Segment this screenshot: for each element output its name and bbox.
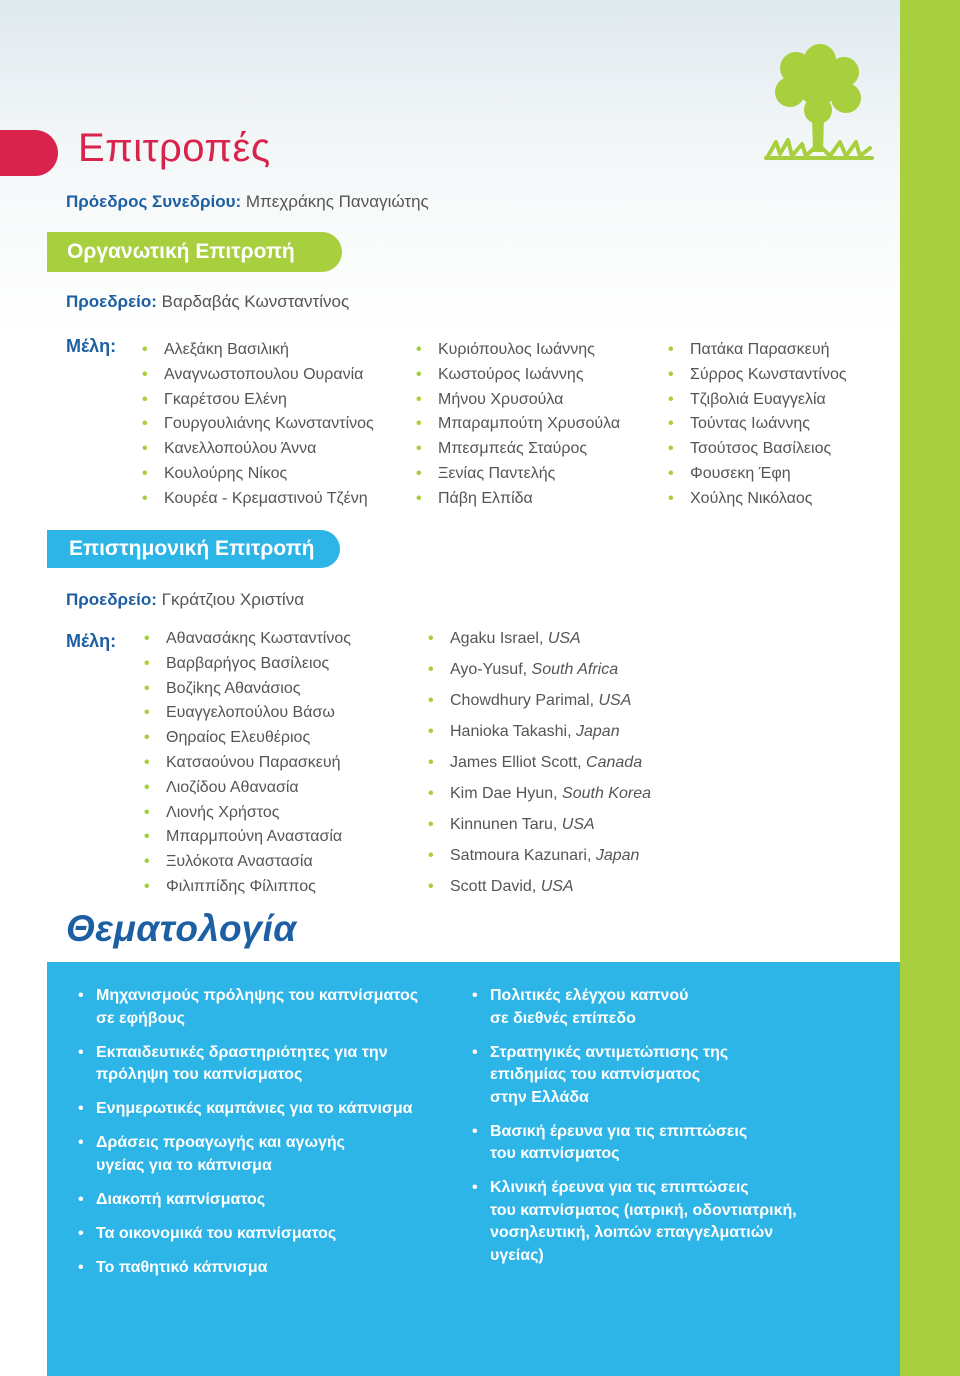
scientific-members-international xyxy=(428,623,651,902)
list-item: • Στρατηγικές αντιμετώπισης της επιδημίας του καπνίσματος στην Ελλάδα xyxy=(472,1042,797,1110)
themes-left-list xyxy=(78,985,418,1291)
organizing-presidium-label: Προεδρείο: xyxy=(66,292,157,311)
list-item: • Τούντας Ιωάννης xyxy=(668,412,847,437)
list-item: • Αλεξάκη Βασιλική xyxy=(142,338,374,363)
list-item: • Αθανασάκης Κωσταντίνος xyxy=(144,627,351,652)
list-item: • Μπεσμπεάς Σταύρος xyxy=(416,437,620,462)
list-item: • Scott David, USA xyxy=(428,871,651,902)
conference-president-label: Πρόεδρος Συνεδρίου: xyxy=(66,192,242,211)
list-item: • Κουλούρης Νίκος xyxy=(142,462,374,487)
list-item: • Κουρέα - Κρεμαστινού Τζένη xyxy=(142,487,374,512)
list-item: • Μήνου Χρυσούλα xyxy=(416,388,620,413)
list-item: • Ξυλόκοτα Αναστασία xyxy=(144,850,351,875)
list-item: • James Elliot Scott, Canada xyxy=(428,747,651,778)
list-item: • Πατάκα Παρασκευή xyxy=(668,338,847,363)
organizing-members-col2 xyxy=(416,338,620,512)
title-tab xyxy=(0,130,58,176)
list-item: • Μηχανισμούς πρόληψης του καπνίσματος σε εφήβους xyxy=(78,985,418,1030)
list-item: • Πάβη Ελπίδα xyxy=(416,487,620,512)
list-item: • Διακοπή καπνίσματος xyxy=(78,1189,418,1212)
list-item: • Σύρρος Κωνσταντίνος xyxy=(668,363,847,388)
list-item: • Εκπαιδευτικές δραστηριότητες για την πρόληψη του καπνίσματος xyxy=(78,1042,418,1087)
scientific-members-label: Μέλη: xyxy=(66,631,117,651)
list-item: • Βασική έρευνα για τις επιπτώσεις του καπνίσματος xyxy=(472,1121,797,1166)
scientific-presidium-name: Γκράτζιου Χριστίνα xyxy=(161,590,305,609)
list-item: • Γκαρέτσου Ελένη xyxy=(142,388,374,413)
scientific-committee-heading: Επιστημονική Επιτροπή xyxy=(47,530,340,568)
list-item: • Φιλιππίδης Φίλιππος xyxy=(144,875,351,900)
list-item: • Ayo-Yusuf, South Africa xyxy=(428,654,651,685)
list-item: • Κωστούρος Ιωάννης xyxy=(416,363,620,388)
list-item: • Τζιβολιά Ευαγγελία xyxy=(668,388,847,413)
scientific-presidium-label: Προεδρείο: xyxy=(66,590,157,609)
organizing-presidium xyxy=(66,292,349,312)
tree-icon xyxy=(760,44,876,168)
list-item: • Βοζikης Αθανάσιος xyxy=(144,677,351,702)
list-item: • Kinnunen Taru, USA xyxy=(428,809,651,840)
list-item: • Λιονής Χρήστος xyxy=(144,801,351,826)
list-item: • Ενημερωτικές καμπάνιες για το κάπνισμα xyxy=(78,1098,418,1121)
list-item: • Ξενίας Παντελής xyxy=(416,462,620,487)
organizing-presidium-name: Βαρδαβάς Κωνσταντίνος xyxy=(161,292,350,311)
list-item: • Agaku Israel, USA xyxy=(428,623,651,654)
list-item: • Γουργουλιάνης Κωνσταντίνος xyxy=(142,412,374,437)
list-item: • Κυριόπουλος Ιωάννης xyxy=(416,338,620,363)
list-item: • Πολιτικές ελέγχου καπνού σε διεθνές επίπεδο xyxy=(472,985,797,1030)
list-item: • Ευαγγελοπούλου Βάσω xyxy=(144,701,351,726)
list-item: • Θηραίος Ελευθέριος xyxy=(144,726,351,751)
list-item: • Χούλης Νικόλαος xyxy=(668,487,847,512)
scientific-presidium xyxy=(66,590,304,610)
list-item: • Satmoura Kazunari, Japan xyxy=(428,840,651,871)
organizing-members-col3 xyxy=(668,338,847,512)
right-green-strip xyxy=(900,0,960,1376)
list-item: • Τσούτσος Βασίλειος xyxy=(668,437,847,462)
list-item: • Αναγνωστοπουλου Ουρανία xyxy=(142,363,374,388)
list-item: • Βαρβαρήγος Βασίλειος xyxy=(144,652,351,677)
list-item: • Λιοζίδου Αθανασία xyxy=(144,776,351,801)
organizing-members-label: Μέλη: xyxy=(66,336,117,356)
organizing-committee-heading: Οργανωτική Επιτροπή xyxy=(47,232,342,272)
conference-president xyxy=(66,192,429,212)
list-item: • Φουσεκη Έφη xyxy=(668,462,847,487)
list-item: • Μπαρμπούνη Αναστασία xyxy=(144,825,351,850)
organizing-members-col1 xyxy=(142,338,374,512)
list-item: • Κατσαούνου Παρασκευή xyxy=(144,751,351,776)
list-item: • Κανελλοπούλου Άννα xyxy=(142,437,374,462)
list-item: • Τα οικονομικά του καπνίσματος xyxy=(78,1223,418,1246)
conference-president-name: Μπεχράκης Παναγιώτης xyxy=(245,192,429,211)
page-title: Επιτροπές xyxy=(78,126,271,170)
list-item: • Το παθητικό κάπνισμα xyxy=(78,1257,418,1280)
list-item: • Δράσεις προαγωγής και αγωγής υγείας για το κάπνισμα xyxy=(78,1132,418,1177)
list-item: • Μπαραμπούτη Χρυσούλα xyxy=(416,412,620,437)
themes-heading: Θεματολογία xyxy=(66,908,297,949)
themes-right-list xyxy=(472,985,797,1279)
list-item: • Κλινική έρευνα για τις επιπτώσεις του καπνίσματος (ιατρική, οδοντιατρική, νοσηλευτική, λοιπών επαγγελματιών υγείας) xyxy=(472,1177,797,1267)
scientific-members-greek xyxy=(144,627,351,900)
list-item: • Chowdhury Parimal, USA xyxy=(428,685,651,716)
list-item: • Kim Dae Hyun, South Korea xyxy=(428,778,651,809)
list-item: • Hanioka Takashi, Japan xyxy=(428,716,651,747)
